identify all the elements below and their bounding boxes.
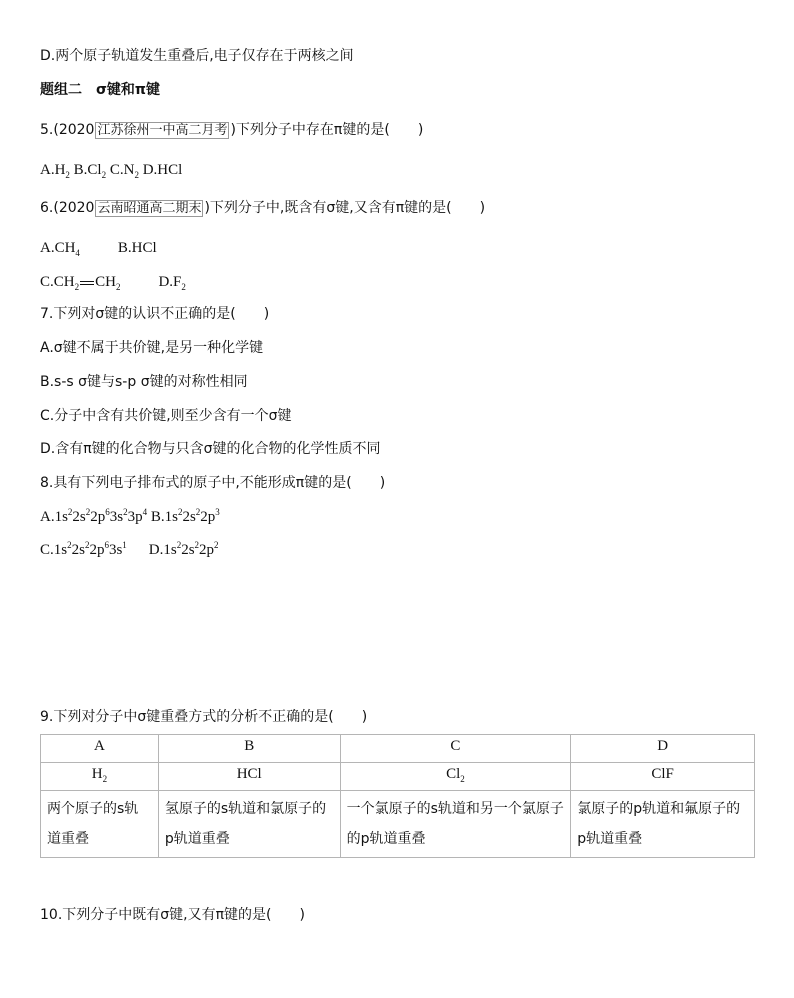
description-d: 氯原子的p轨道和氟原子的p轨道重叠 — [571, 791, 755, 858]
table-header-d: D — [571, 735, 755, 763]
section-heading-group-2: 题组二 σ键和π键 — [40, 82, 160, 98]
question-6-source-tag: 云南昭通高二期末 — [97, 201, 202, 216]
question-7: 7.下列对σ键的认识不正确的是( ) — [40, 306, 270, 322]
question-8-options-cd: $C.1s^22s^22p^63s^1$ $D.1s^22s^22p^2$ — [40, 540, 219, 558]
molecule-h2: $H_2$ — [41, 763, 159, 791]
question-7-option-d: D.含有π键的化合物与只含σ键的化合物的化学性质不同 — [40, 441, 381, 457]
question-9-table — [40, 734, 755, 858]
question-7-option-c: C.分子中含有共价键,则至少含有一个σ键 — [40, 408, 292, 424]
question-10: 10.下列分子中既有σ键,又有π键的是( ) — [40, 907, 305, 923]
table-description-row — [41, 791, 755, 858]
molecule-clf: ClF — [571, 763, 755, 791]
question-6-text: )下列分子中,既含有σ键,又含有π键的是( ) — [204, 200, 486, 216]
question-5-source-tag: 江苏徐州一中高二月考 — [97, 123, 228, 138]
question-5-number: 5.(2020 — [40, 122, 95, 138]
question-9: 9.下列对分子中σ键重叠方式的分析不正确的是( ) — [40, 709, 368, 725]
question-8-options-ab: $A.1s^22s^22p^63s^23p^4$ $B.1s^22s^22p^3$ — [40, 507, 220, 525]
description-a: 两个原子的s轨道重叠 — [41, 791, 159, 858]
question-5 — [40, 120, 423, 141]
question-6-options-ab: $A.CH_4$ B.HCl — [40, 240, 157, 258]
question-5-options: $A.H_2$ $B.Cl_2$ $C.N_2$ D.HCl — [40, 162, 183, 180]
question-4-option-d: D.两个原子轨道发生重叠后,电子仅存在于两核之间 — [40, 48, 354, 64]
table-molecule-row — [41, 763, 755, 791]
question-8: 8.具有下列电子排布式的原子中,不能形成π键的是( ) — [40, 475, 386, 491]
description-b: 氢原子的s轨道和氯原子的p轨道重叠 — [158, 791, 340, 858]
question-6 — [40, 198, 485, 219]
table-header-row — [41, 735, 755, 763]
description-c: 一个氯原子的s轨道和另一个氯原子的p轨道重叠 — [340, 791, 571, 858]
question-5-text: )下列分子中存在π键的是( ) — [230, 122, 424, 138]
table-header-a: A — [41, 735, 159, 763]
molecule-hcl: HCl — [158, 763, 340, 791]
question-6-number: 6.(2020 — [40, 200, 95, 216]
question-7-option-a: A.σ键不属于共价键,是另一种化学键 — [40, 340, 264, 356]
question-7-option-b: B.s-s σ键与s-p σ键的对称性相同 — [40, 374, 248, 390]
table-header-b: B — [158, 735, 340, 763]
molecule-cl2: $Cl_2$ — [340, 763, 571, 791]
table-header-c: C — [340, 735, 571, 763]
question-6-options-cd: $C.CH_2$ $CH_2$ $D.F_2$ — [40, 274, 186, 292]
